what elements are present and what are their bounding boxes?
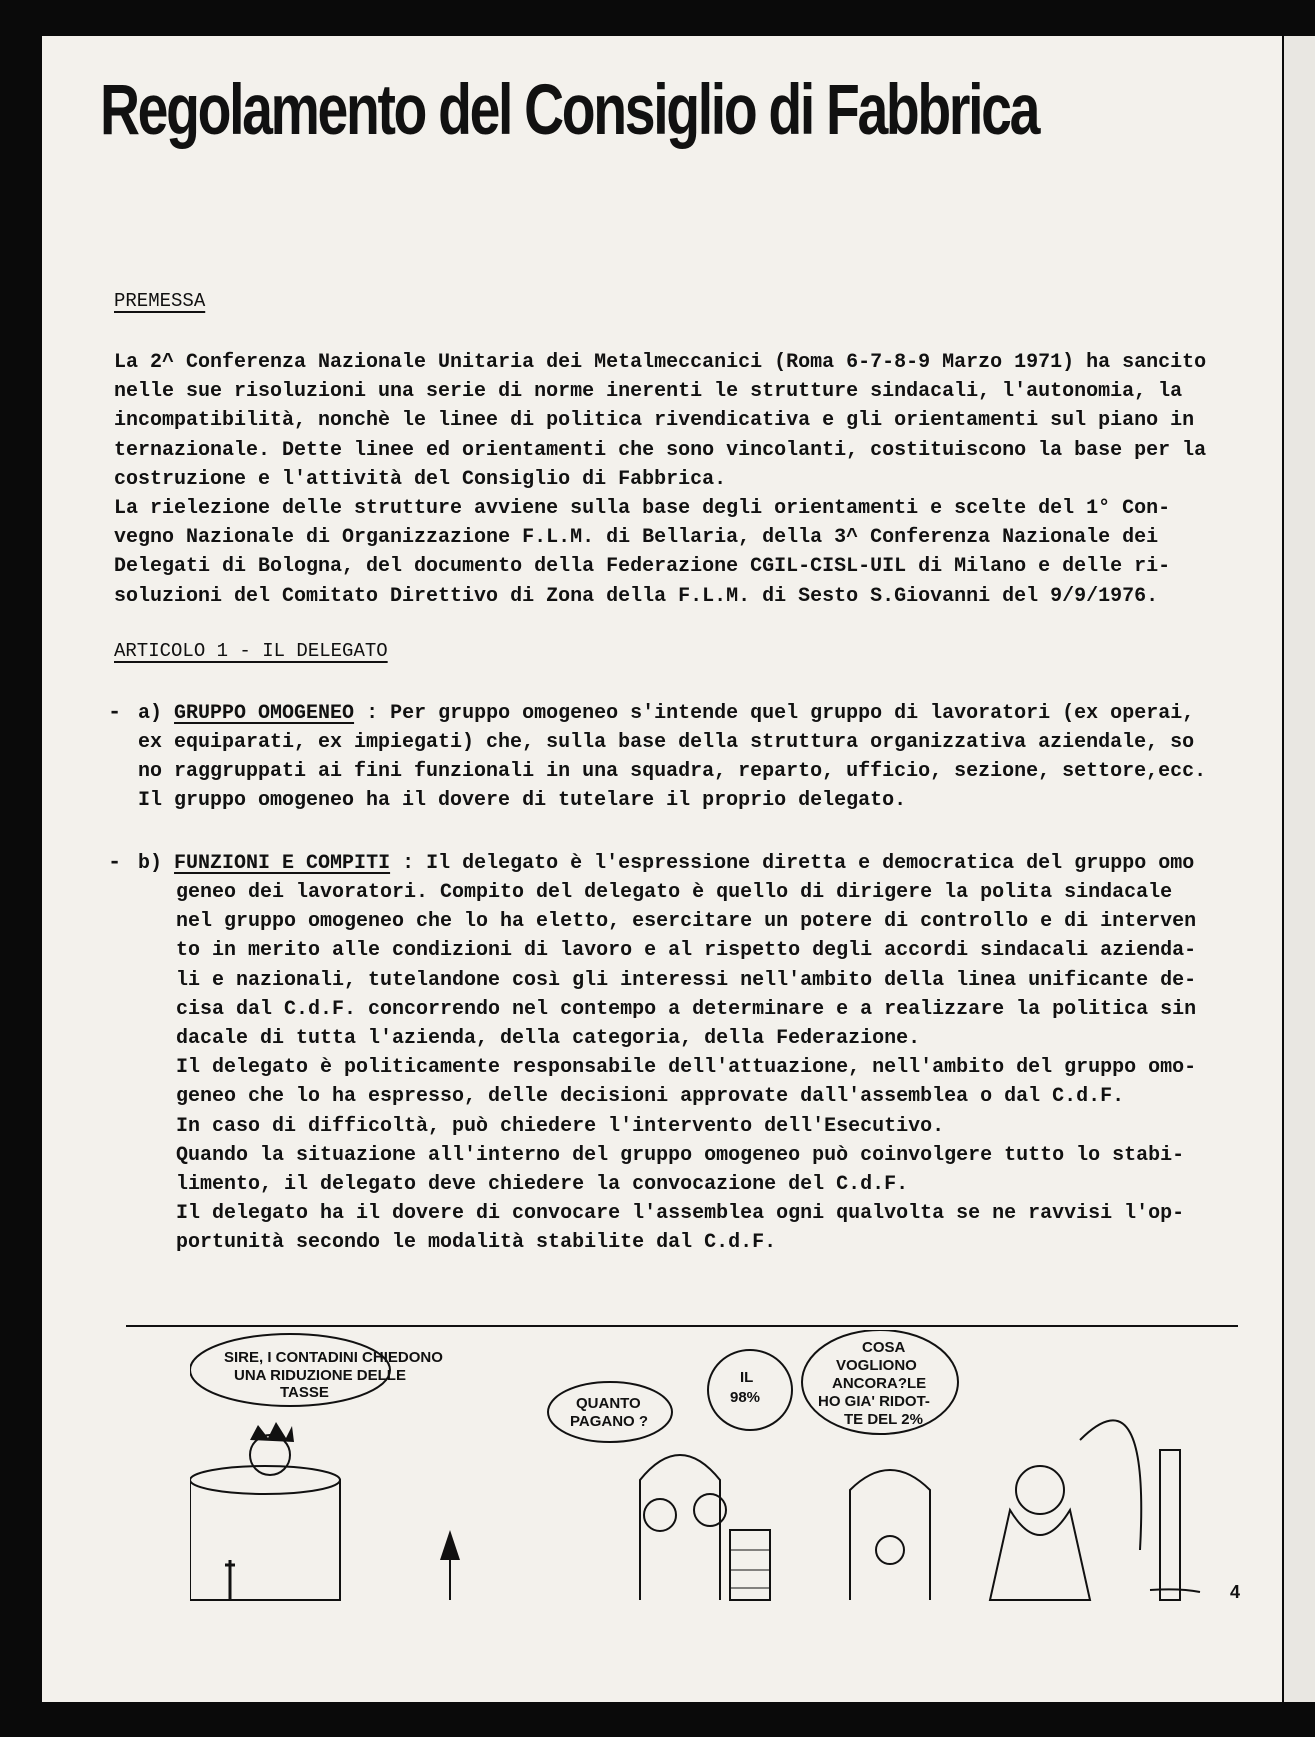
bubble1-line2: UNA RIDUZIONE DELLE <box>234 1367 406 1384</box>
bubble4-line2: VOGLIONO <box>836 1357 917 1374</box>
item-a-label: GRUPPO OMOGENEO <box>174 702 355 725</box>
bubble2-line1: QUANTO <box>576 1395 641 1412</box>
bubble4-line3: ANCORA?LE <box>832 1375 927 1392</box>
next-page-edge <box>1284 36 1315 1702</box>
item-b-line-5: cisa dal C.d.F. concorrendo nel contempo a determinare e a realizzare la politica sin <box>176 997 1197 1021</box>
item-a-text: : Per gruppo omogeneo s'intende quel gruppo di lavoratori (ex operai, <box>354 702 1195 725</box>
bubble1-line3: TASSE <box>280 1384 329 1401</box>
item-b-line-4: li e nazionali, tutelandone così gli interessi nell'ambito della linea unificante de- <box>176 968 1197 992</box>
speech-bubble-2 <box>548 1382 672 1442</box>
premessa-line-1: La 2^ Conferenza Nazionale Unitaria dei Metalmeccanici (Roma 6-7-8-9 Marzo 1971) ha sancito <box>114 351 1207 374</box>
bubble4-line1: COSA <box>862 1339 906 1356</box>
premessa-line-6: La rielezione delle strutture avviene sulla base degli orientamenti e scelte del 1° Con- <box>114 496 1171 520</box>
premessa-line-4: ternazionale. Dette linee ed orientamenti che sono vincolanti, costituiscono la base per la <box>114 438 1207 462</box>
page-number: 4 <box>1230 1582 1241 1602</box>
item-b-line-11: limento, il delegato deve chiedere la convocazione del C.d.F. <box>176 1172 909 1196</box>
premessa-line-3: incompatibilità, nonchè le linee di politica rivendicativa e gli orientamenti sul piano in <box>114 409 1195 433</box>
item-b-label: FUNZIONI E COMPITI <box>174 852 391 875</box>
premessa-line-8: Delegati di Bologna, del documento della Federazione CGIL-CISL-UIL di Milano e delle ri- <box>114 555 1171 579</box>
premessa-line-7: vegno Nazionale di Organizzazione F.L.M. di Bellaria, della 3^ Conferenza Nazionale dei <box>114 526 1159 550</box>
bubble4-line4: HO GIA' RIDOT- <box>818 1393 930 1410</box>
articolo-heading: ARTICOLO 1 - IL DELEGATO <box>114 640 388 662</box>
page-title: Regolamento del Consiglio di Fabbrica <box>100 71 1039 150</box>
item-b-line-7: Il delegato è politicamente responsabile dell'attuazione, nell'ambito del gruppo omo- <box>176 1056 1197 1080</box>
item-b-body <box>176 878 1196 1257</box>
item-b-line-13: portunità secondo le modalità stabilite dal C.d.F. <box>176 1231 777 1255</box>
item-b-text: : Il delegato è l'espressione diretta e democratica del gruppo omo <box>390 852 1195 875</box>
item-b-line-9: In caso di difficoltà, può chiedere l'intervento dell'Esecutivo. <box>176 1114 945 1138</box>
item-b-line-3: to in merito alle condizioni di lavoro e al rispetto degli accordi sindacali azienda- <box>176 939 1197 963</box>
item-a-line-3: Il gruppo omogeneo ha il dovere di tutelare il proprio delegato. <box>138 789 907 813</box>
brick-wall <box>730 1530 770 1600</box>
bubble3-line2: 98% <box>730 1389 761 1406</box>
tower <box>190 1480 340 1600</box>
premessa-line-9: soluzioni del Comitato Direttivo di Zona della F.L.M. di Sesto S.Giovanni del 9/9/1976. <box>114 584 1159 608</box>
premessa-line-2: nelle sue risoluzioni una serie di norme inerenti le strutture sindacali, l'autonomia, la <box>114 380 1183 404</box>
item-a-body <box>138 728 1206 816</box>
bubble2-line2: PAGANO ? <box>570 1413 649 1430</box>
crown-icon <box>250 1422 294 1442</box>
item-b-dash: - <box>108 850 122 875</box>
item-b-line-2: nel gruppo omogeneo che lo ha eletto, esercitare un potere di controllo e di interven <box>176 910 1197 934</box>
premessa-heading: PREMESSA <box>114 290 206 312</box>
bubble1-line1: SIRE, I CONTADINI CHIEDONO <box>224 1349 443 1366</box>
item-a-line-2: no raggruppati ai fini funzionali in una squadra, reparto, ufficio, sezione, settore,ecc. <box>138 760 1207 784</box>
bubble3-line1: IL <box>740 1369 754 1386</box>
king-head-2 <box>1016 1466 1064 1514</box>
item-b-line-1: geneo dei lavoratori. Compito del delegato è quello di dirigere la polita sindacale <box>176 881 1173 904</box>
item-a-line-1: ex equiparati, ex impiegati) che, sulla base della struttura organizzativa aziendale, so <box>138 731 1195 754</box>
item-b-line-6: dacale di tutta l'azienda, della categoria, della Federazione. <box>176 1026 921 1050</box>
premessa-body <box>114 348 1206 611</box>
item-b-prefix: b) <box>138 852 163 875</box>
item-b-line-8: geneo che lo ha espresso, delle decisioni approvate dall'assemblea o dal C.d.F. <box>176 1085 1125 1109</box>
archway <box>640 1455 720 1600</box>
cartoon-top-rule <box>126 1325 1238 1327</box>
item-b-line-10: Quando la situazione all'interno del gruppo omogeneo può coinvolgere tutto lo stabi- <box>176 1143 1185 1167</box>
item-a-prefix: a) <box>138 702 163 725</box>
artist-signature <box>1150 1589 1200 1592</box>
item-a-first-line <box>138 699 1194 728</box>
cartoon-strip <box>190 1330 1235 1605</box>
premessa-line-5: costruzione e l'attività del Consiglio di Fabbrica. <box>114 467 727 491</box>
item-b-line-12: Il delegato ha il dovere di convocare l'assemblea ogni qualvolta se ne ravvisi l'op- <box>176 1202 1185 1226</box>
item-b-first-line <box>138 849 1194 878</box>
bubble4-line5: TE DEL 2% <box>844 1411 923 1428</box>
item-a-dash: - <box>108 700 122 725</box>
